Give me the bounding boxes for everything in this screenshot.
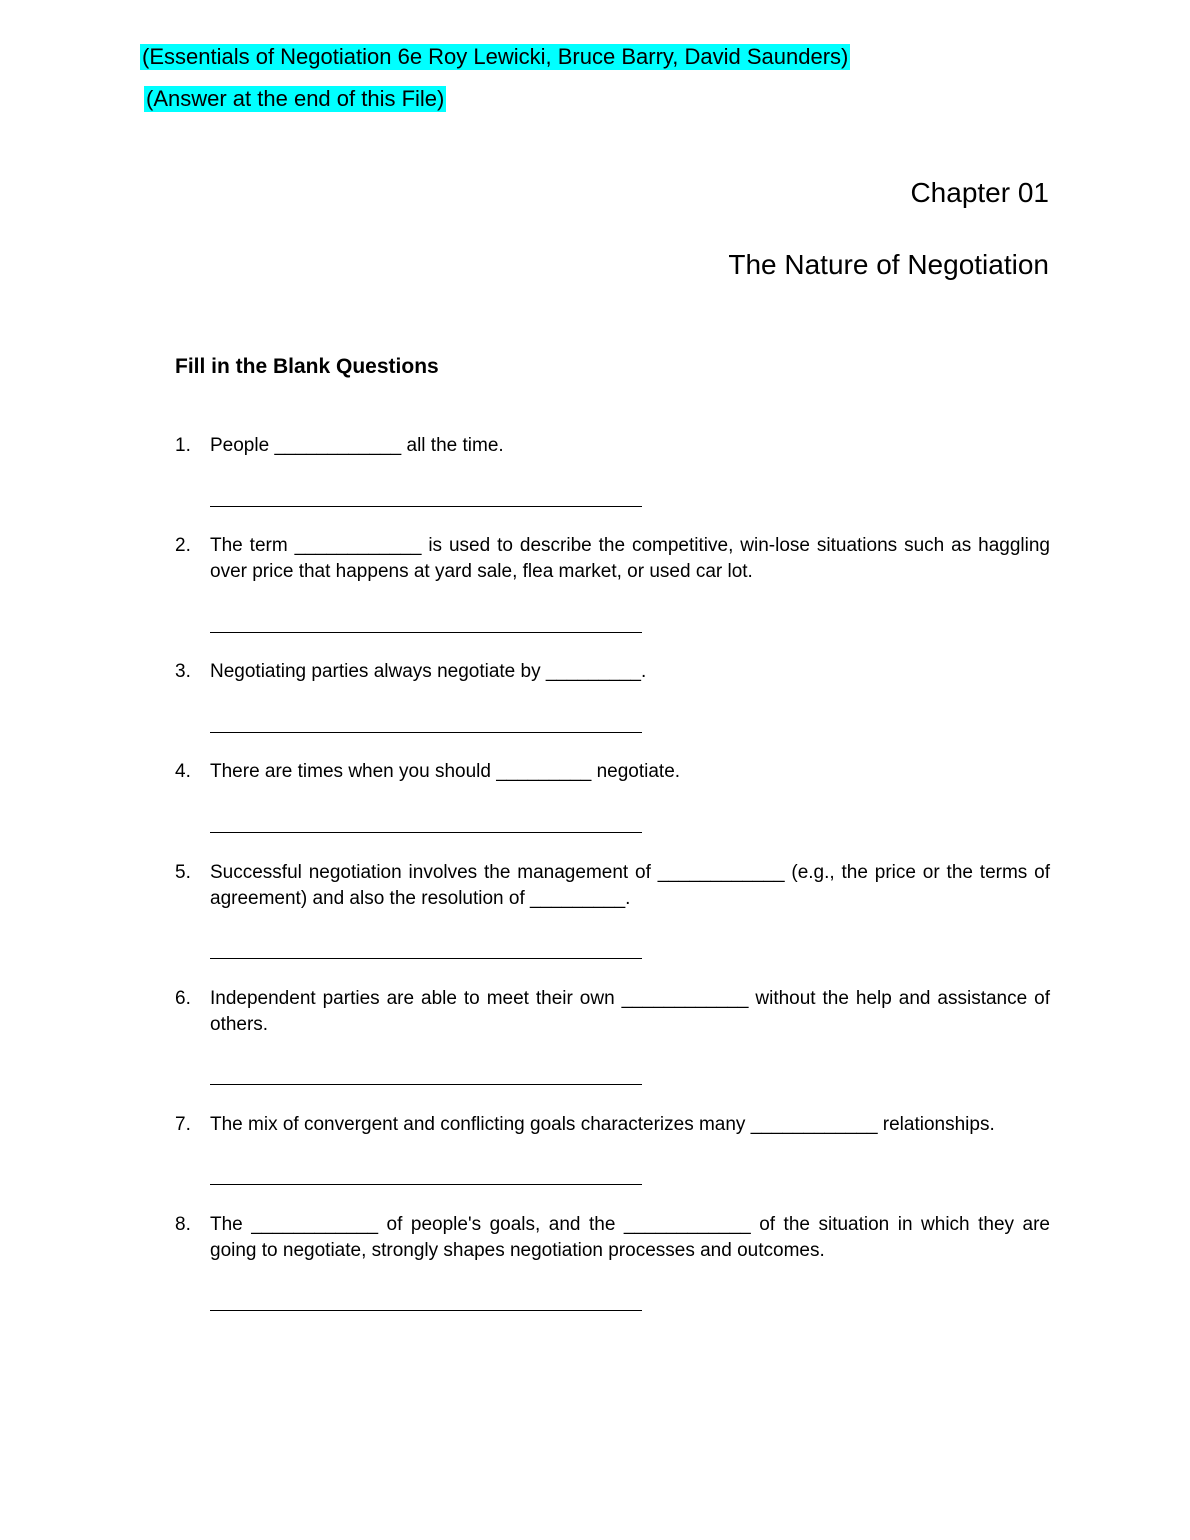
question-text: Independent parties are able to meet their own ____________ without the help and assistance of others. xyxy=(210,988,1050,1035)
question-text: The mix of convergent and conflicting goals characterizes many ____________ relationships. xyxy=(210,1114,995,1135)
answer-note-highlight: (Answer at the end of this File) xyxy=(146,86,445,111)
question-number: 8. xyxy=(175,1214,191,1235)
answer-line-2[interactable] xyxy=(210,632,642,633)
chapter-title: The Nature of Negotiation xyxy=(728,249,1049,280)
answer-line-7[interactable] xyxy=(210,1184,642,1185)
question-text: There are times when you should _________ negotiate. xyxy=(210,761,681,782)
question-text: Successful negotiation involves the management of ____________ (e.g., the price or the terms of agreement) and also the resolution of _________. xyxy=(210,862,1050,909)
answer-line-8[interactable] xyxy=(210,1310,642,1311)
question-text: The term ____________ is used to describe the competitive, win-lose situations such as haggling over price that happens at yard sale, flea market, or used car lot. xyxy=(210,535,1050,582)
question-text: People ____________ all the time. xyxy=(210,435,504,456)
question-2 xyxy=(175,533,1050,585)
question-8 xyxy=(175,1212,1050,1264)
question-7 xyxy=(175,1112,1050,1138)
answer-line-6[interactable] xyxy=(210,1084,642,1085)
question-number: 2. xyxy=(175,535,191,556)
book-reference-highlight: (Essentials of Negotiation 6e Roy Lewicki, Bruce Barry, David Saunders) xyxy=(142,44,849,69)
answer-line-5[interactable] xyxy=(210,958,642,959)
question-text: Negotiating parties always negotiate by _________. xyxy=(210,661,647,682)
question-number: 7. xyxy=(175,1114,191,1135)
question-1 xyxy=(175,433,1050,459)
question-4 xyxy=(175,759,1050,785)
question-number: 3. xyxy=(175,661,191,682)
question-5 xyxy=(175,860,1050,912)
question-number: 5. xyxy=(175,862,191,883)
question-number: 1. xyxy=(175,435,191,456)
section-heading: Fill in the Blank Questions xyxy=(175,355,439,378)
question-6 xyxy=(175,986,1050,1038)
question-text: The ____________ of people's goals, and the ____________ of the situation in which they are going to negotiate, strongly shapes negotiation processes and outcomes. xyxy=(210,1214,1050,1261)
question-number: 4. xyxy=(175,761,191,782)
answer-line-3[interactable] xyxy=(210,732,642,733)
answer-line-1[interactable] xyxy=(210,506,642,507)
question-number: 6. xyxy=(175,988,191,1009)
chapter-number: Chapter 01 xyxy=(910,177,1049,208)
answer-line-4[interactable] xyxy=(210,832,642,833)
question-3 xyxy=(175,659,1050,685)
